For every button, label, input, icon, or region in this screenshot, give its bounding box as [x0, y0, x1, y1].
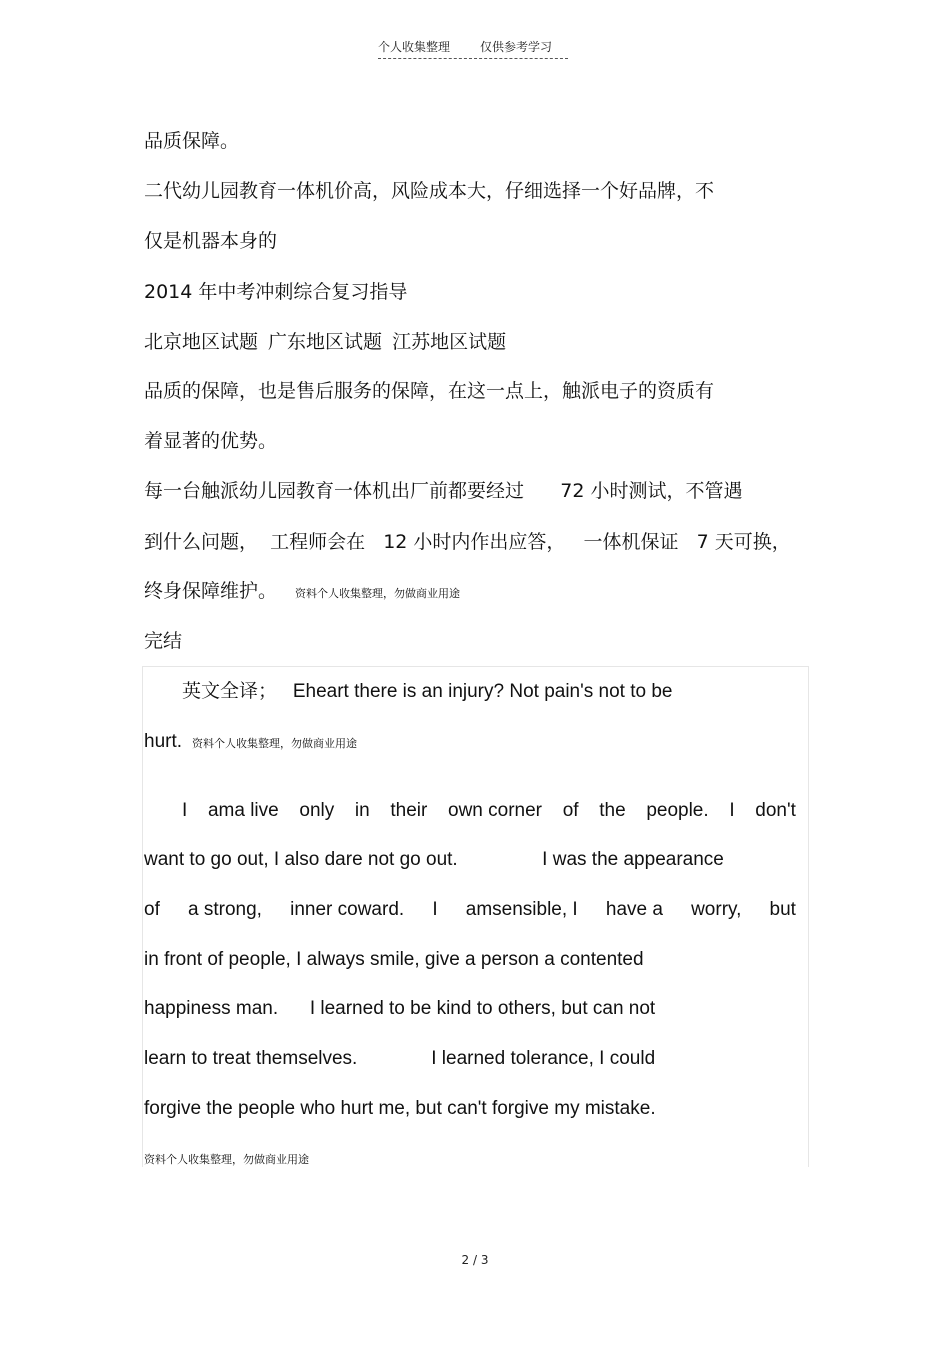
- header-left-text: 个人收集整理: [378, 40, 451, 54]
- english-para-line-6: learn to treat themselves. I learned tolerance, I could: [144, 1048, 656, 1069]
- word: own corner: [448, 800, 543, 821]
- copyright-note: 资料个人收集整理，勿做商业用途: [144, 1154, 309, 1166]
- word: but: [769, 899, 796, 920]
- text-line: 品质保障。: [144, 130, 240, 152]
- header-right-text: 仅供参考学习: [480, 40, 553, 54]
- text-line: 仅是机器本身的: [144, 230, 278, 252]
- text-line: 着显著的优势。: [144, 430, 278, 452]
- word: worry,: [691, 899, 742, 920]
- text-line: 北京地区试题 广东地区试题 江苏地区试题: [144, 331, 507, 353]
- copyright-note: 资料个人收集整理，勿做商业用途: [295, 587, 461, 600]
- text-line: 到什么问题， 工程师会在 12 小时内作出应答， 一体机保证 7 天可换，: [144, 531, 791, 553]
- english-para-line-3: [144, 898, 796, 922]
- copyright-note: 资料个人收集整理，勿做商业用途: [192, 738, 358, 750]
- word: amsensible, I: [465, 899, 578, 920]
- word: in: [354, 800, 370, 821]
- text-line: 二代幼儿园教育一体机价高，风险成本大，仔细选择一个好品牌，不: [144, 180, 715, 202]
- text-line-main: 终身保障维护。: [144, 580, 278, 602]
- text-line: 每一台触派幼儿园教育一体机出厂前都要经过 72 小时测试，不管遇: [144, 480, 743, 502]
- word: the: [599, 800, 626, 821]
- english-para-line-4: in front of people, I always smile, give a person a contented: [144, 949, 644, 970]
- word: I: [432, 899, 438, 920]
- word: of: [144, 899, 160, 920]
- word: of: [562, 800, 579, 821]
- english-para-line-5: happiness man. I learned to be kind to others, but can not: [144, 998, 656, 1019]
- english-title-cont: [144, 730, 357, 756]
- text-line: [144, 579, 460, 606]
- english-para-line-7: forgive the people who hurt me, but can't forgive my mistake.: [144, 1098, 656, 1119]
- text-line: 2014 年中考冲刺综合复习指导: [144, 281, 408, 303]
- english-para-line-2: want to go out, I also dare not go out. I was the appearance: [144, 849, 724, 870]
- english-title: 英文全译； Eheart there is an injury? Not pain's not to be: [182, 681, 673, 702]
- text-line: 品质的保障，也是售后服务的保障，在这一点上，触派电子的资质有: [144, 380, 715, 402]
- word: ama live: [207, 800, 279, 821]
- word: don't: [755, 800, 796, 821]
- word: I: [729, 800, 735, 821]
- word: their: [390, 800, 428, 821]
- english-para-line-1: [182, 799, 796, 823]
- word: only: [299, 800, 335, 821]
- word: I: [182, 800, 188, 821]
- page-number: 2 / 3: [461, 1253, 489, 1267]
- text-line: 完结: [144, 630, 183, 652]
- word: people.: [646, 800, 709, 821]
- word: inner coward.: [290, 899, 405, 920]
- page-header: [378, 38, 568, 59]
- word: have a: [605, 899, 663, 920]
- english-title-end: hurt.: [144, 731, 183, 752]
- word: a strong,: [188, 899, 262, 920]
